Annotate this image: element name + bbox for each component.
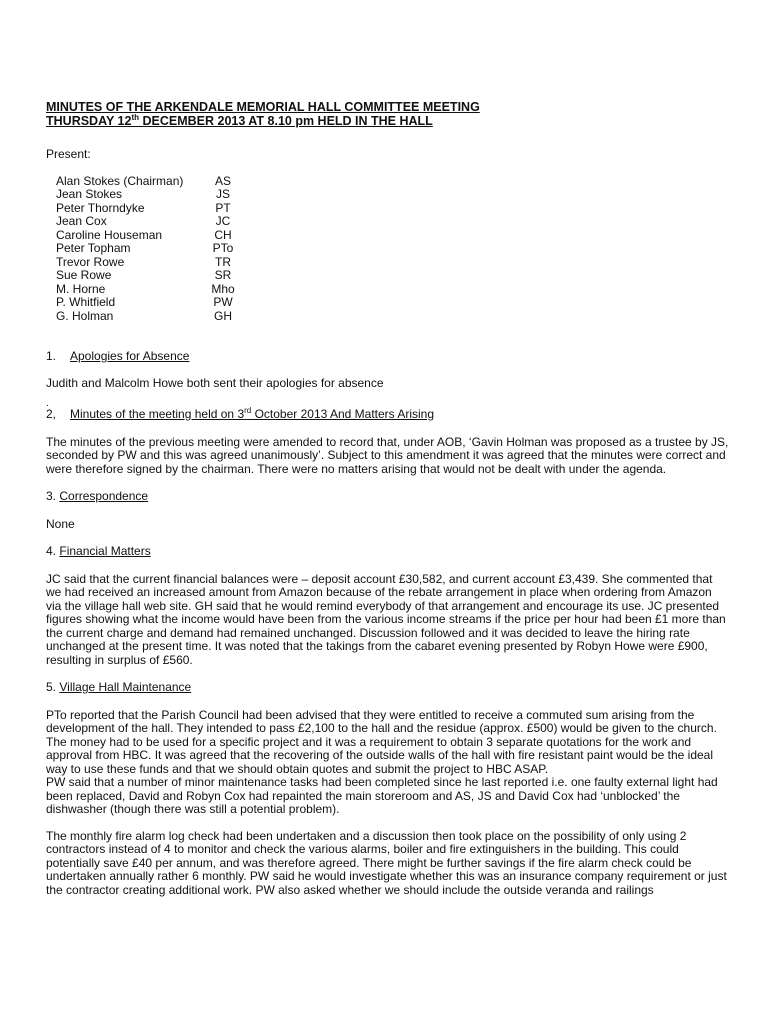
section-5-paragraph-1: PTo reported that the Parish Council had been advised that they were entitled to receive a commuted sum arising from the development of the hall. They intended to pass £2,100 to the hall and the residue (approx. £500) would be given to the church. The money had to be used for a specific project and it was a requirement to obtain 3 separate quotations for the work and approval from HBC. It was agreed that the recovering of the outside walls of the hall with fire resistant paint would be the ideal way to use these funds and that we should obtain quotes and submit the project to HBC ASAP.	[46, 707, 717, 776]
attendee-row	[56, 256, 730, 270]
section-5-heading	[46, 681, 730, 695]
attendee-row	[56, 188, 730, 202]
attendee-initials: JC	[215, 214, 231, 228]
section-title: Financial Matters	[59, 544, 151, 558]
attendee-row	[56, 296, 730, 310]
attendee-name: Sue Rowe	[56, 268, 112, 282]
attendee-name: Alan Stokes (Chairman)	[56, 173, 184, 188]
attendee-initials: PT	[215, 200, 231, 215]
attendee-row	[56, 269, 730, 283]
minutes-document	[46, 100, 730, 897]
present-label: Present:	[46, 147, 91, 161]
section-5-paragraph-3: The monthly fire alarm log check had been undertaken and a discussion then took place on the possibility of only using 2 contractors instead of 4 to monitor and check the various alarms, boiler and fire extinguishers in the building. This could potentially save £40 per annum, and was therefore agreed. There might be further savings if the fire alarm check could be undertaken annually rather 6 monthly. PW said he would investigate whether this was an insurance company requirement or just the contractor creating additional work. PW also asked whether we should include the outside veranda and railings	[46, 828, 727, 897]
section-4-body: JC said that the current financial balances were – deposit account £30,582, and current account £3,439. She commented that we had received an increased amount from Amazon because of the rebate arrangement in place when ordering from Amazon via the village hall web site. GH said that he would remind everybody of that arrangement and encourage its use. JC presented figures showing what the income would have been from the various income streams if the price per hour had been £1 more than the current charge and demand had remained unchanged. Discussion followed and it was decided to leave the hiring rate unchanged at the present time. It was noted that the takings from the cabaret evening presented by Robyn Howe were £900, resulting in surplus of £560.	[46, 571, 726, 667]
attendee-initials: PTo	[212, 241, 234, 255]
attendee-name: M. Horne	[56, 281, 106, 296]
title-line-2-suffix: DECEMBER 2013 AT 8.10 pm HELD IN THE HALL	[139, 114, 433, 128]
section-number: 5.	[46, 680, 57, 694]
section-title-suffix: October 2013 And Matters Arising	[251, 407, 435, 421]
attendee-initials: AS	[214, 173, 231, 188]
section-title: Apologies for Absence	[70, 349, 190, 363]
attendee-name: Jean Cox	[56, 214, 107, 228]
section-3-heading	[46, 490, 730, 504]
section-number: 4.	[46, 544, 57, 558]
attendee-initials: GH	[214, 308, 232, 323]
section-4-heading	[46, 545, 730, 559]
attendee-row	[56, 283, 730, 297]
section-2-body: The minutes of the previous meeting were amended to record that, under AOB, ‘Gavin Holman was proposed as a trustee by JS, seconded by PW and this was agreed unanimously’. Subject to this amendment it was agreed that the minutes were correct and were therefore signed by the chairman. There were no matters arising that would not be dealt with under the agenda.	[46, 434, 729, 476]
attendee-row	[56, 310, 730, 324]
title-line-2-sup: th	[131, 112, 140, 122]
document-title	[46, 100, 730, 128]
attendee-initials: JS	[215, 187, 230, 201]
title-line-2	[46, 114, 730, 128]
attendee-initials: TR	[215, 254, 231, 269]
attendee-name: P. Whitfield	[56, 295, 116, 309]
attendee-row	[56, 202, 730, 216]
attendee-initials: CH	[214, 227, 232, 242]
title-line-2-prefix: THURSDAY 12	[46, 114, 132, 128]
attendee-initials: PW	[213, 295, 233, 309]
attendee-name: Trevor Rowe	[56, 254, 125, 269]
section-number: 3.	[46, 489, 57, 503]
attendee-row	[56, 175, 730, 189]
section-number: 1.	[46, 349, 57, 363]
attendee-row	[56, 242, 730, 256]
attendee-row	[56, 215, 730, 229]
attendee-row	[56, 229, 730, 243]
attendee-name: Peter Topham	[56, 241, 131, 255]
section-title-prefix: Minutes of the meeting held on 3	[70, 407, 245, 421]
title-line-1: MINUTES OF THE ARKENDALE MEMORIAL HALL COMMITTEE MEETING	[46, 100, 480, 114]
attendee-list	[56, 175, 730, 324]
section-title	[70, 408, 434, 422]
attendee-name: Peter Thorndyke	[56, 200, 145, 215]
section-number: 2,	[46, 407, 57, 421]
section-1-body: Judith and Malcolm Howe both sent their apologies for absence	[46, 375, 384, 390]
section-title: Correspondence	[59, 489, 149, 503]
attendee-initials: Mho	[211, 281, 235, 296]
stray-dot: .	[46, 398, 49, 409]
section-2-heading	[46, 408, 730, 422]
section-1-heading	[46, 350, 730, 364]
attendee-name: G. Holman	[56, 308, 114, 323]
attendee-initials: SR	[214, 268, 232, 282]
section-3-body: None	[46, 516, 75, 531]
section-title: Village Hall Maintenance	[59, 680, 192, 694]
section-title-sup: rd	[244, 406, 252, 415]
attendee-name: Caroline Houseman	[56, 227, 163, 242]
section-5-paragraph-2: PW said that a number of minor maintenance tasks had been completed since he last reported i.e. one faulty external light had been replaced, David and Robyn Cox had repainted the main storeroom and AS, JS and David Cox had ‘unblocked’ the dishwasher (though there was still a potential problem).	[46, 775, 718, 816]
attendee-name: Jean Stokes	[56, 187, 123, 201]
